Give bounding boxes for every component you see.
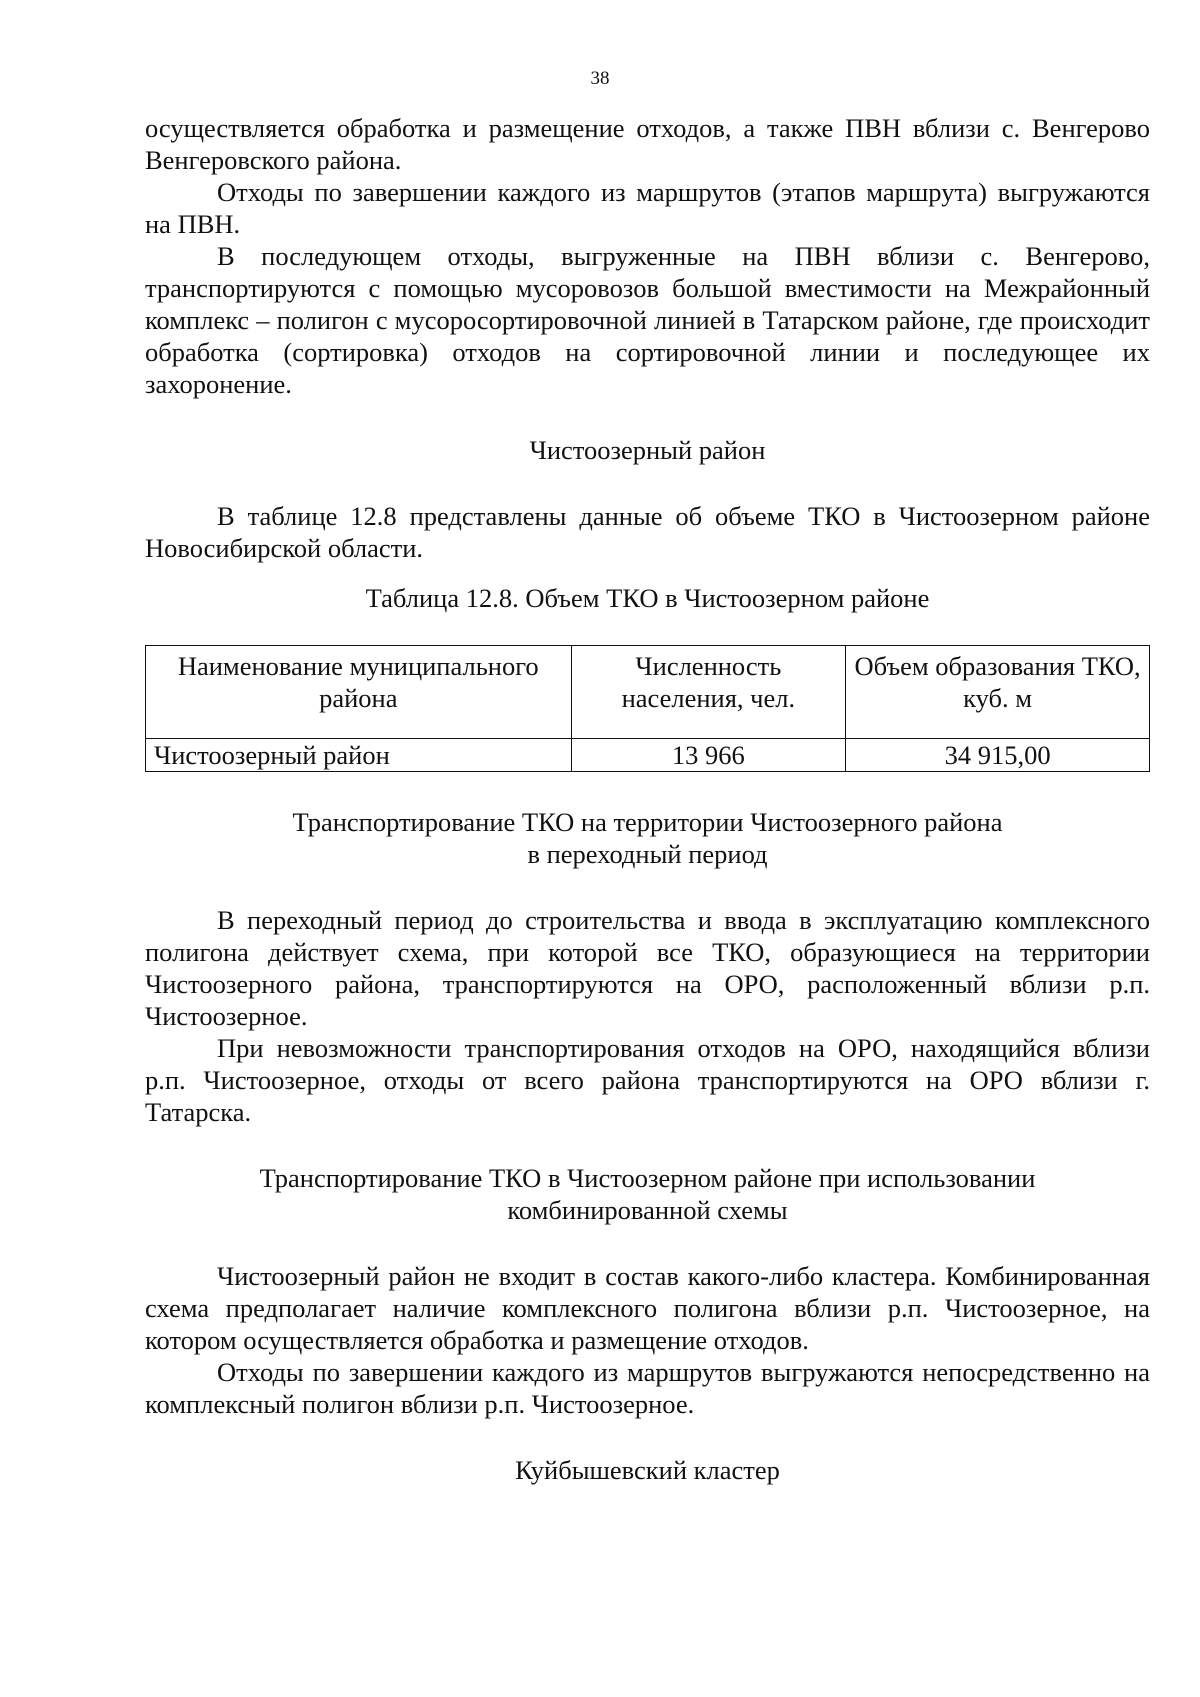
table-caption: Таблица 12.8. Объем ТКО в Чистоозерном районе — [365, 583, 930, 613]
paragraph: В переходный период до строительства и ввода в эксплуатацию комплексного полигона действует схема, при которой все ТКО, образующиеся на территории Чистоозерного района, транспортируются на ОРО, расположенный вблизи р.п. Чистоозерное. — [145, 905, 1150, 1031]
table-row — [146, 739, 1150, 772]
tko-volume-table — [145, 645, 1150, 772]
table-cell-volume: 34 915,00 — [846, 739, 1150, 772]
paragraph-table-intro: В таблице 12.8 представлены данные об объеме ТКО в Чистоозерном районе Новосибирской области. — [145, 501, 1150, 563]
heading-line: в переходный период — [527, 839, 768, 869]
table-header-cell: Наименование муниципального района — [146, 646, 572, 739]
paragraph-continuation: осуществляется обработка и размещение отходов, а также ПВН вблизи с. Венгерово Венгеровского района. — [145, 113, 1150, 175]
paragraph: Чистоозерный район не входит в состав какого-либо кластера. Комбинированная схема предполагает наличие комплексного полигона вблизи р.п. Чистоозерное, на котором осуществляется обработка и размещение отходов. — [145, 1261, 1150, 1355]
heading-line: Транспортирование ТКО на территории Чистоозерного района — [292, 807, 1003, 837]
table-cell-population: 13 966 — [571, 739, 846, 772]
table-header-cell: Объем образования ТКО, куб. м — [846, 646, 1150, 739]
table-header-row — [146, 646, 1150, 739]
paragraph: В последующем отходы, выгруженные на ПВН вблизи с. Венгерово, транспортируются с помощью мусоровозов большой вместимости на Межрайонный комплекс – полигон с мусоросортировочной линией в Татарском районе, где происходит обработка (сортировка) отходов на сортировочной линии и последующее их захоронение. — [145, 241, 1150, 399]
paragraph: Отходы по завершении каждого из маршрутов выгружаются непосредственно на комплексный полигон вблизи р.п. Чистоозерное. — [145, 1357, 1150, 1419]
table-header-cell: Численность населения, чел. — [571, 646, 846, 739]
section-heading-chistoozerny: Чистоозерный район — [529, 435, 766, 465]
section-heading-transitional — [145, 806, 1150, 870]
paragraph: При невозможности транспортирования отходов на ОРО, находящийся вблизи р.п. Чистоозерное, отходы от всего района транспортируются на ОРО вблизи г. Татарска. — [145, 1033, 1150, 1127]
section-heading-combined-scheme — [145, 1162, 1150, 1226]
heading-line: комбинированной схемы — [507, 1195, 788, 1225]
page-number: 38 — [590, 68, 610, 89]
heading-line: Транспортирование ТКО в Чистоозерном районе при использовании — [259, 1163, 1036, 1193]
section-heading-kuibyshev: Куйбышевский кластер — [515, 1455, 780, 1485]
page-content — [145, 112, 1150, 1486]
table-cell-district: Чистоозерный район — [146, 739, 572, 772]
paragraph: Отходы по завершении каждого из маршрутов (этапов маршрута) выгружаются на ПВН. — [145, 177, 1150, 239]
